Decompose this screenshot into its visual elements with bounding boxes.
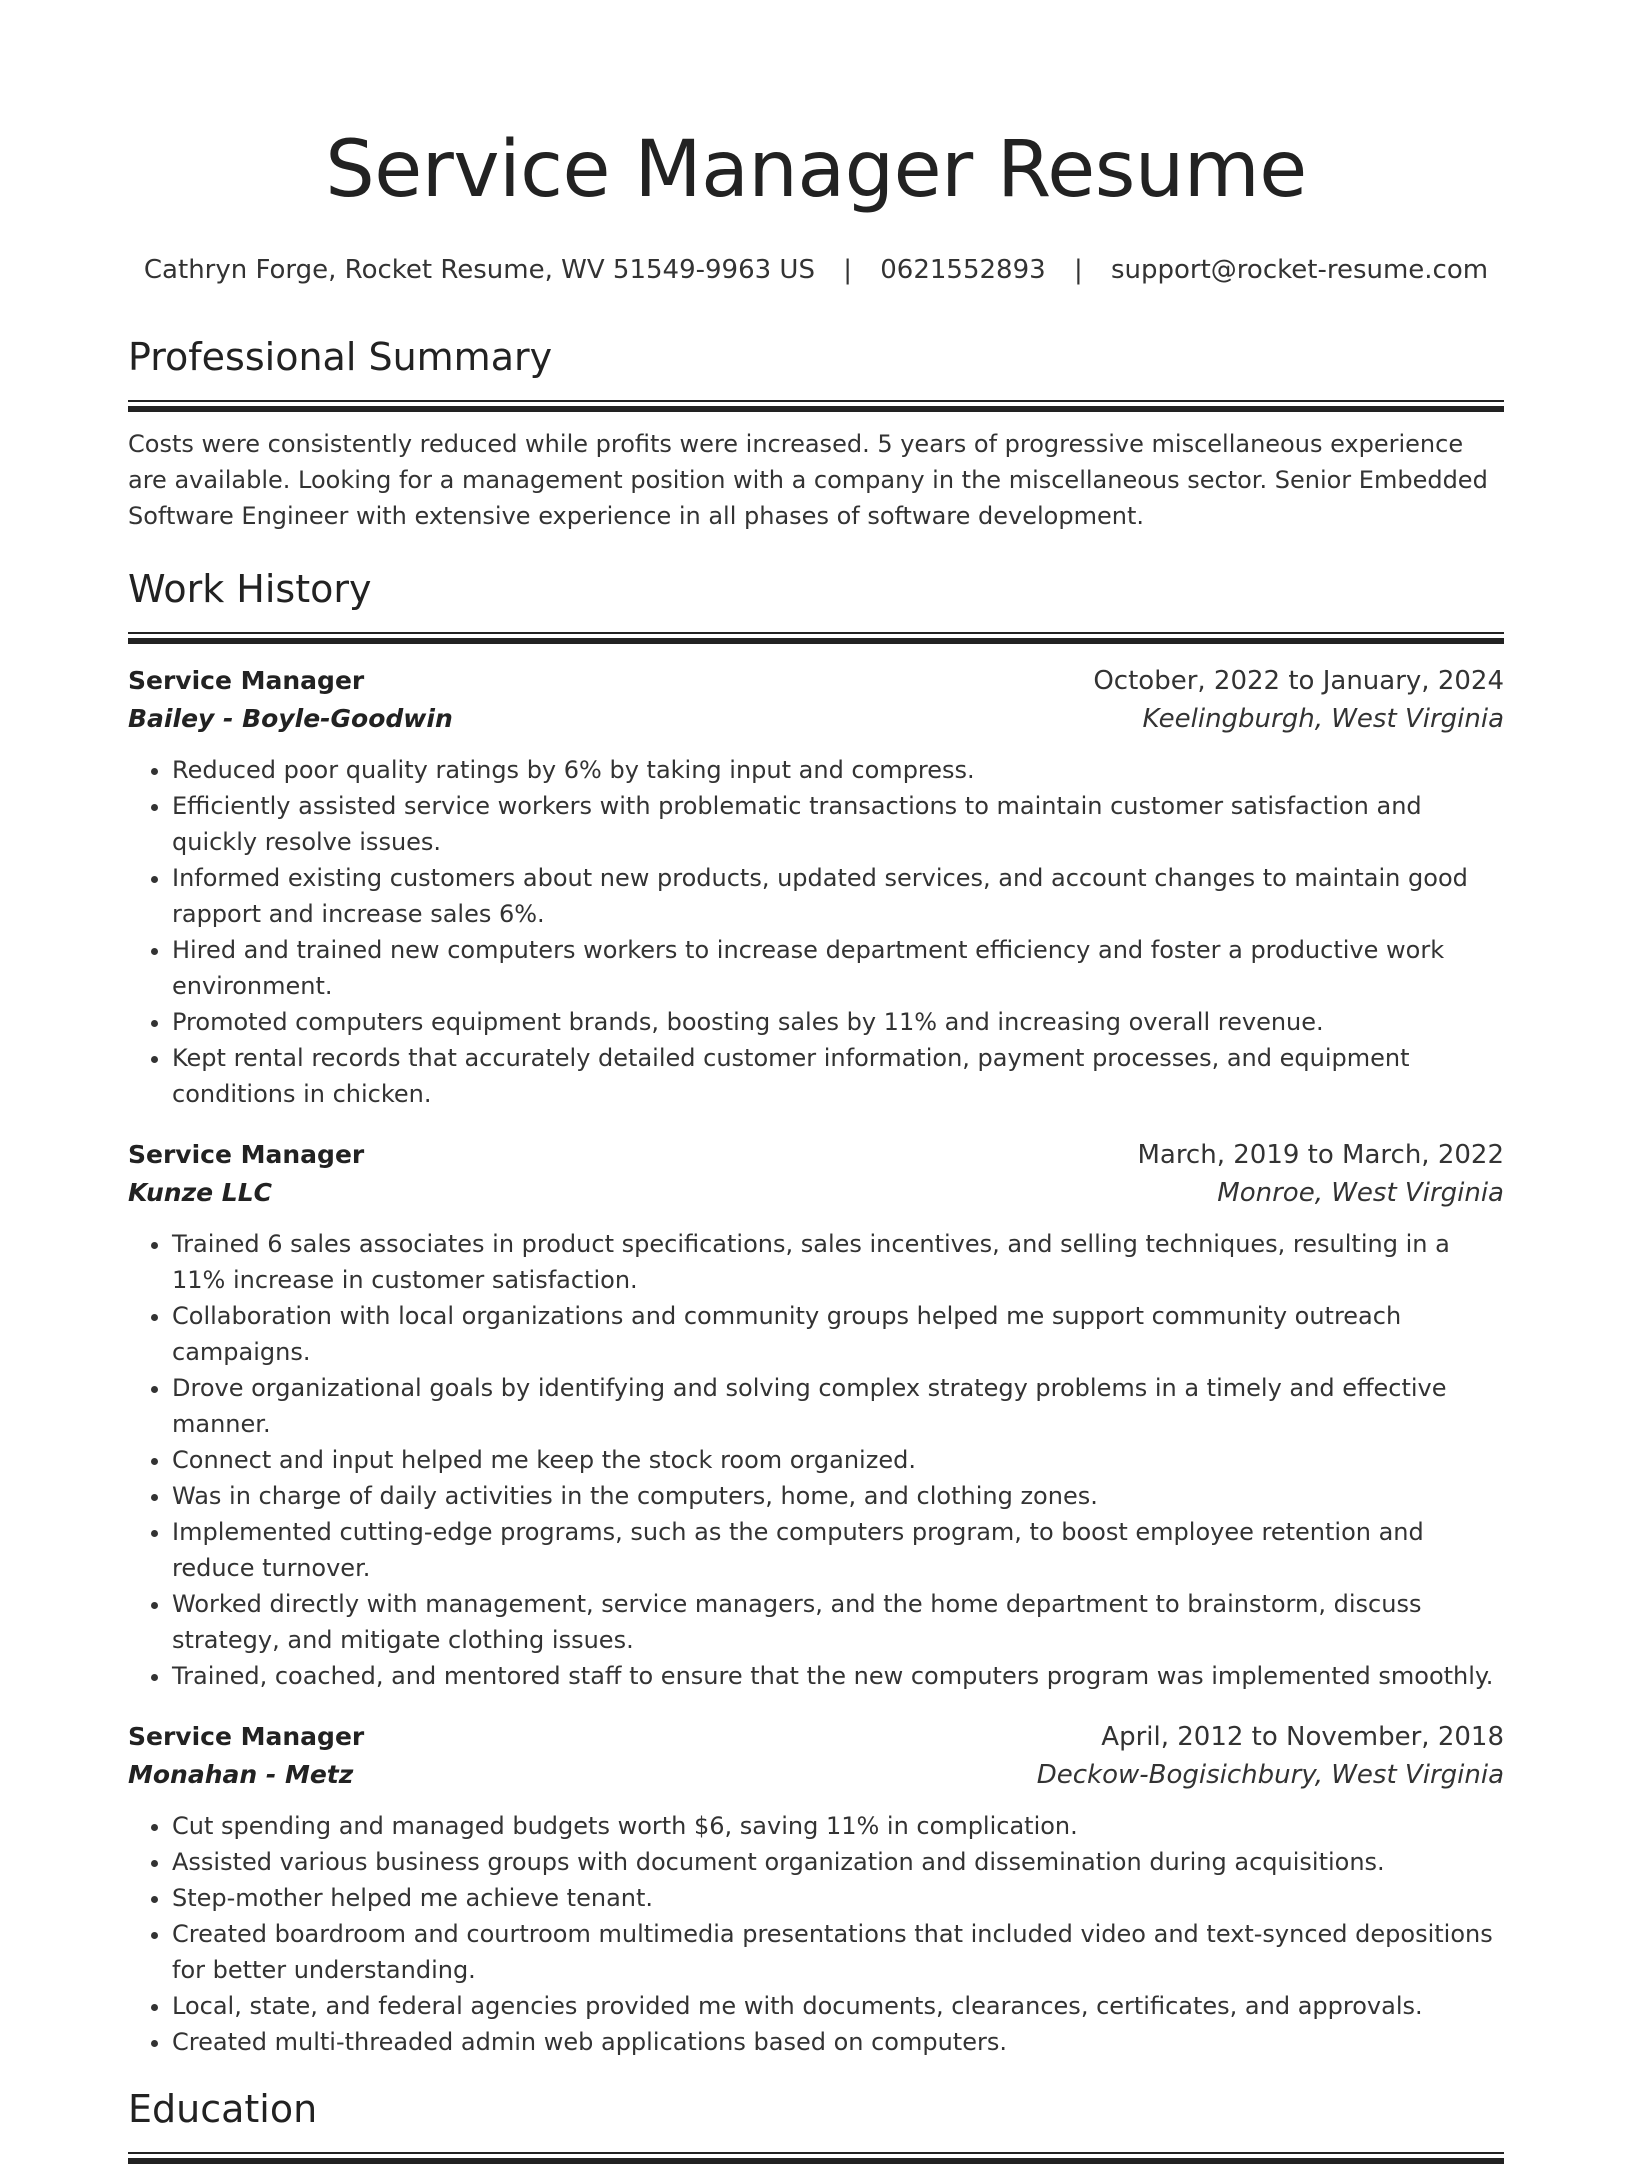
- job-header: [128, 1136, 1504, 1174]
- summary-text: Costs were consistently reduced while profits were increased. 5 years of progressive miscellaneous experience are available. Looking for a management position with a company in the miscellaneous sector. Senior Embedded Software Engineer with extensive experience in all phases of software development.: [128, 430, 1488, 530]
- list-item: • Efficiently assisted service workers with problematic transactions to maintain customer satisfaction and quickly resolve issues.: [172, 788, 1504, 860]
- section-heading: Education: [128, 2087, 318, 2131]
- contact-separator: |: [1073, 255, 1083, 285]
- section-divider: [128, 632, 1504, 644]
- professional-summary-section: [128, 332, 1504, 534]
- list-item: • Reduced poor quality ratings by 6% by taking input and compress.: [172, 752, 1504, 788]
- list-item: • Promoted computers equipment brands, boosting sales by 11% and increasing overall revenue.: [172, 1004, 1504, 1040]
- list-item: • Trained, coached, and mentored staff to ensure that the new computers program was implemented smoothly.: [172, 1658, 1504, 1694]
- contact-line: [128, 252, 1504, 288]
- job-dates: April, 2012 to November, 2018: [1101, 1722, 1504, 1752]
- job-subheader: [128, 1756, 1504, 1794]
- list-item: • Cut spending and managed budgets worth $6, saving 11% in complication.: [172, 1808, 1504, 1844]
- section-heading: Professional Summary: [128, 335, 553, 379]
- contact-address: Cathryn Forge, Rocket Resume, WV 51549-9963 US: [143, 255, 815, 285]
- education-section: [128, 2084, 1504, 2164]
- job-header: [128, 1718, 1504, 1756]
- section-divider: [128, 400, 1504, 412]
- list-item: • Informed existing customers about new products, updated services, and account changes to maintain good rapport and increase sales 6%.: [172, 860, 1504, 932]
- job-entry: [128, 662, 1504, 1112]
- contact-separator: |: [843, 255, 852, 285]
- job-header: [128, 662, 1504, 700]
- list-item: • Collaboration with local organizations and community groups helped me support community outreach campaigns.: [172, 1298, 1504, 1370]
- job-dates: October, 2022 to January, 2024: [1093, 666, 1504, 696]
- list-item: • Drove organizational goals by identifying and solving complex strategy problems in a timely and effective manner.: [172, 1370, 1504, 1442]
- list-item: • Kept rental records that accurately detailed customer information, payment processes, and equipment conditions in chicken.: [172, 1040, 1504, 1112]
- job-company: Bailey - Boyle-Goodwin: [128, 704, 453, 733]
- job-title: Service Manager: [128, 666, 365, 695]
- work-history-section: [128, 564, 1504, 2060]
- section-divider: [128, 2152, 1504, 2164]
- job-company: Kunze LLC: [128, 1178, 273, 1207]
- job-dates: March, 2019 to March, 2022: [1137, 1140, 1504, 1170]
- list-item: • Assisted various business groups with document organization and dissemination during acquisitions.: [172, 1844, 1504, 1880]
- job-company: Monahan - Metz: [128, 1760, 354, 1789]
- job-bullet-list: [128, 752, 1504, 1112]
- job-bullet-list: [128, 1808, 1504, 2060]
- list-item: • Created multi-threaded admin web applications based on computers.: [172, 2024, 1504, 2060]
- job-location: Keelingburgh, West Virginia: [1142, 704, 1504, 734]
- list-item: • Worked directly with management, service managers, and the home department to brainstorm, discuss strategy, and mitigate clothing issues.: [172, 1586, 1504, 1658]
- job-title: Service Manager: [128, 1140, 365, 1169]
- job-location: Monroe, West Virginia: [1217, 1178, 1504, 1208]
- document-title: Service Manager Resume: [325, 125, 1307, 215]
- contact-phone: 0621552893: [880, 255, 1046, 285]
- list-item: • Was in charge of daily activities in the computers, home, and clothing zones.: [172, 1478, 1504, 1514]
- list-item: • Created boardroom and courtroom multimedia presentations that included video and text-synced depositions for better understanding.: [172, 1916, 1504, 1988]
- list-item: • Hired and trained new computers workers to increase department efficiency and foster a productive work environment.: [172, 932, 1504, 1004]
- list-item: • Local, state, and federal agencies provided me with documents, clearances, certificates, and approvals.: [172, 1988, 1504, 2024]
- job-entry: [128, 1718, 1504, 2060]
- list-item: • Step-mother helped me achieve tenant.: [172, 1880, 1504, 1916]
- section-heading: Work History: [128, 567, 372, 611]
- job-subheader: [128, 700, 1504, 738]
- job-bullet-list: [128, 1226, 1504, 1694]
- contact-email: support@rocket-resume.com: [1110, 255, 1489, 285]
- job-subheader: [128, 1174, 1504, 1212]
- job-location: Deckow-Bogisichbury, West Virginia: [1036, 1760, 1504, 1790]
- list-item: • Implemented cutting-edge programs, such as the computers program, to boost employee retention and reduce turnover.: [172, 1514, 1504, 1586]
- list-item: • Trained 6 sales associates in product specifications, sales incentives, and selling techniques, resulting in a 11% increase in customer satisfaction.: [172, 1226, 1504, 1298]
- list-item: • Connect and input helped me keep the stock room organized.: [172, 1442, 1504, 1478]
- job-title: Service Manager: [128, 1722, 365, 1751]
- job-entry: [128, 1136, 1504, 1694]
